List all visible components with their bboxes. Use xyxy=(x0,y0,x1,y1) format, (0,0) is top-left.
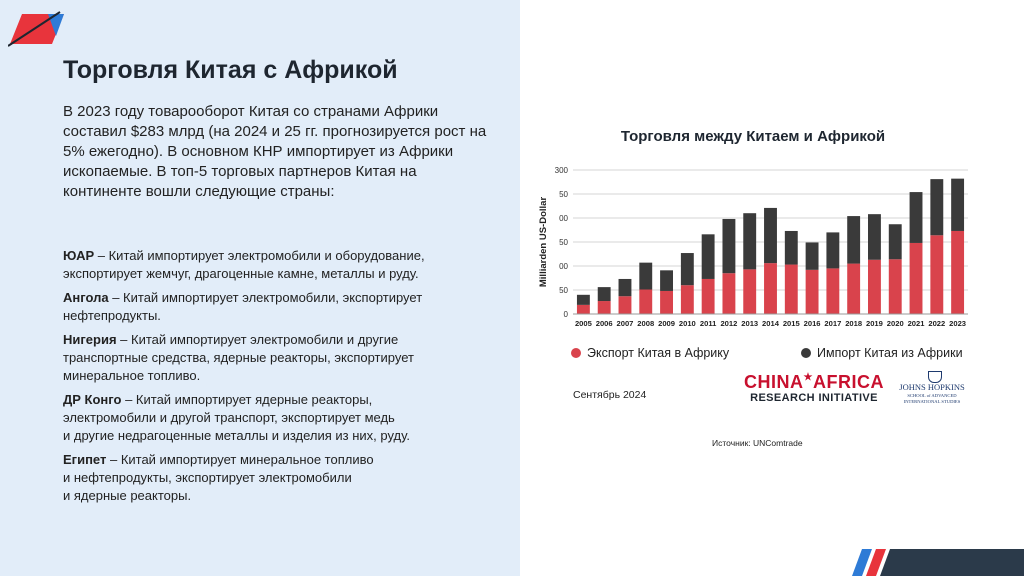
bar-import xyxy=(764,208,777,263)
partner-list xyxy=(63,247,503,511)
bar-import xyxy=(743,213,756,269)
legend-swatch-export xyxy=(571,348,581,358)
bar-export xyxy=(702,279,715,314)
y-tick-label: 50 xyxy=(559,190,568,199)
bar-export xyxy=(847,264,860,314)
x-tick-label: 2016 xyxy=(803,319,821,328)
x-tick-label: 2013 xyxy=(741,319,759,328)
y-tick-label: 300 xyxy=(554,166,568,175)
partner-description: – Китай импортирует ядерные реакторы, электромобили и другой транспорт, экспортирует медь и другие недрагоценные металлы и изделия из них, руду. xyxy=(63,392,410,443)
partner-country: Нигерия xyxy=(63,332,117,347)
x-tick-label: 2023 xyxy=(949,319,967,328)
legend-item-import xyxy=(801,346,963,360)
johns-hopkins-logo xyxy=(898,371,966,411)
bar-import xyxy=(785,231,798,265)
partner-item xyxy=(63,331,503,385)
x-tick-label: 2009 xyxy=(658,319,676,328)
x-tick-label: 2011 xyxy=(699,319,717,328)
x-tick-label: 2021 xyxy=(907,319,925,328)
x-tick-label: 2008 xyxy=(637,319,655,328)
bar-import xyxy=(577,295,590,305)
x-tick-label: 2019 xyxy=(865,319,883,328)
bar-import xyxy=(681,253,694,285)
bar-export xyxy=(889,259,902,314)
jhu-name: JOHNS HOPKINS xyxy=(899,382,965,392)
bar-import xyxy=(826,232,839,268)
bar-import xyxy=(598,287,611,301)
legend-item-export xyxy=(571,346,729,360)
bar-import xyxy=(910,192,923,243)
y-tick-label: 00 xyxy=(559,214,568,223)
bar-import xyxy=(930,179,943,235)
bar-import xyxy=(702,234,715,279)
bar-export xyxy=(577,305,590,314)
partner-description: – Китай импортирует электромобили и другие транспортные средства, ядерные реакторы, экспортирует минеральное топливо. xyxy=(63,332,414,383)
y-tick-label: 50 xyxy=(559,286,568,295)
partner-item xyxy=(63,289,503,325)
bar-export xyxy=(785,265,798,314)
bar-import xyxy=(722,219,735,273)
partner-country: Ангола xyxy=(63,290,109,305)
cari-logo-subtitle: RESEARCH INITIATIVE xyxy=(750,392,878,404)
legend-label-import: Импорт Китая из Африки xyxy=(817,346,963,360)
bar-export xyxy=(910,243,923,314)
bar-import xyxy=(806,242,819,269)
partner-item xyxy=(63,247,503,283)
cari-logo-title: CHINA★AFRICA xyxy=(744,372,884,392)
x-tick-label: 2012 xyxy=(720,319,738,328)
slide-title: Торговля Китая с Африкой xyxy=(63,56,398,84)
partner-country: ЮАР xyxy=(63,248,95,263)
partner-item xyxy=(63,391,503,445)
bar-export xyxy=(806,270,819,314)
footer-bar xyxy=(893,549,1024,576)
partner-item xyxy=(63,451,503,505)
jhu-school: SCHOOL of ADVANCED INTERNATIONAL STUDIES xyxy=(903,393,961,404)
china-africa-research-initiative-logo xyxy=(735,370,893,414)
x-tick-label: 2014 xyxy=(762,319,779,328)
partner-description: – Китай импортирует электромобили и оборудование, экспортирует жемчуг, драгоценные камне, металлы и руду. xyxy=(63,248,425,281)
x-tick-label: 2018 xyxy=(845,319,863,328)
legend-swatch-import xyxy=(801,348,811,358)
source-note: Источник: UNComtrade xyxy=(712,438,803,448)
date-label: Сентябрь 2024 xyxy=(573,389,647,401)
x-tick-label: 2010 xyxy=(678,319,696,328)
partner-country: Египет xyxy=(63,452,107,467)
bar-export xyxy=(951,231,964,314)
bar-import xyxy=(619,279,632,296)
x-tick-label: 2022 xyxy=(928,319,946,328)
partner-country: ДР Конго xyxy=(63,392,122,407)
x-tick-label: 2015 xyxy=(782,319,800,328)
bar-export xyxy=(743,269,756,314)
bar-import xyxy=(639,263,652,290)
chart-title: Торговля между Китаем и Африкой xyxy=(620,128,886,145)
bar-export xyxy=(826,268,839,314)
chart-area xyxy=(531,160,980,340)
bar-export xyxy=(722,273,735,314)
x-tick-label: 2005 xyxy=(574,319,592,328)
x-tick-label: 2020 xyxy=(886,319,904,328)
partner-description: – Китай импортирует минеральное топливо и нефтепродукты, экспортирует электромобили и ядерные реакторы. xyxy=(63,452,374,503)
legend-label-export: Экспорт Китая в Африку xyxy=(587,346,730,360)
bar-export xyxy=(868,260,881,314)
y-tick-label: 0 xyxy=(563,310,568,319)
bar-export xyxy=(639,290,652,314)
bar-export xyxy=(619,296,632,314)
bar-chart xyxy=(531,160,980,340)
bar-export xyxy=(681,285,694,314)
bar-import xyxy=(889,224,902,259)
bar-export xyxy=(660,291,673,314)
bar-import xyxy=(951,179,964,231)
x-tick-label: 2017 xyxy=(824,319,842,328)
bar-import xyxy=(660,270,673,291)
y-tick-label: 50 xyxy=(559,238,568,247)
bar-import xyxy=(847,216,860,264)
bar-export xyxy=(764,263,777,314)
partner-description: – Китай импортирует электромобили, экспортирует нефтепродукты. xyxy=(63,290,423,323)
brand-logo-icon xyxy=(8,6,64,50)
x-tick-label: 2006 xyxy=(595,319,613,328)
y-tick-label: 00 xyxy=(559,262,568,271)
bar-import xyxy=(868,214,881,260)
y-axis-label: Milliarden US-Dollar xyxy=(538,196,549,288)
bar-export xyxy=(930,235,943,314)
chart-legend xyxy=(571,346,971,364)
x-tick-label: 2007 xyxy=(616,319,634,328)
bar-export xyxy=(598,301,611,314)
intro-text: В 2023 году товарооборот Китая со странами Африки составил $283 млрд (на 2024 и 25 гг. прогнозируется рост на 5% ежегодно). В основном КНР импортирует из Африки ископаемые. В топ-5 торговых партнеров Китая на континенте вошли следующие страны: xyxy=(63,103,487,200)
